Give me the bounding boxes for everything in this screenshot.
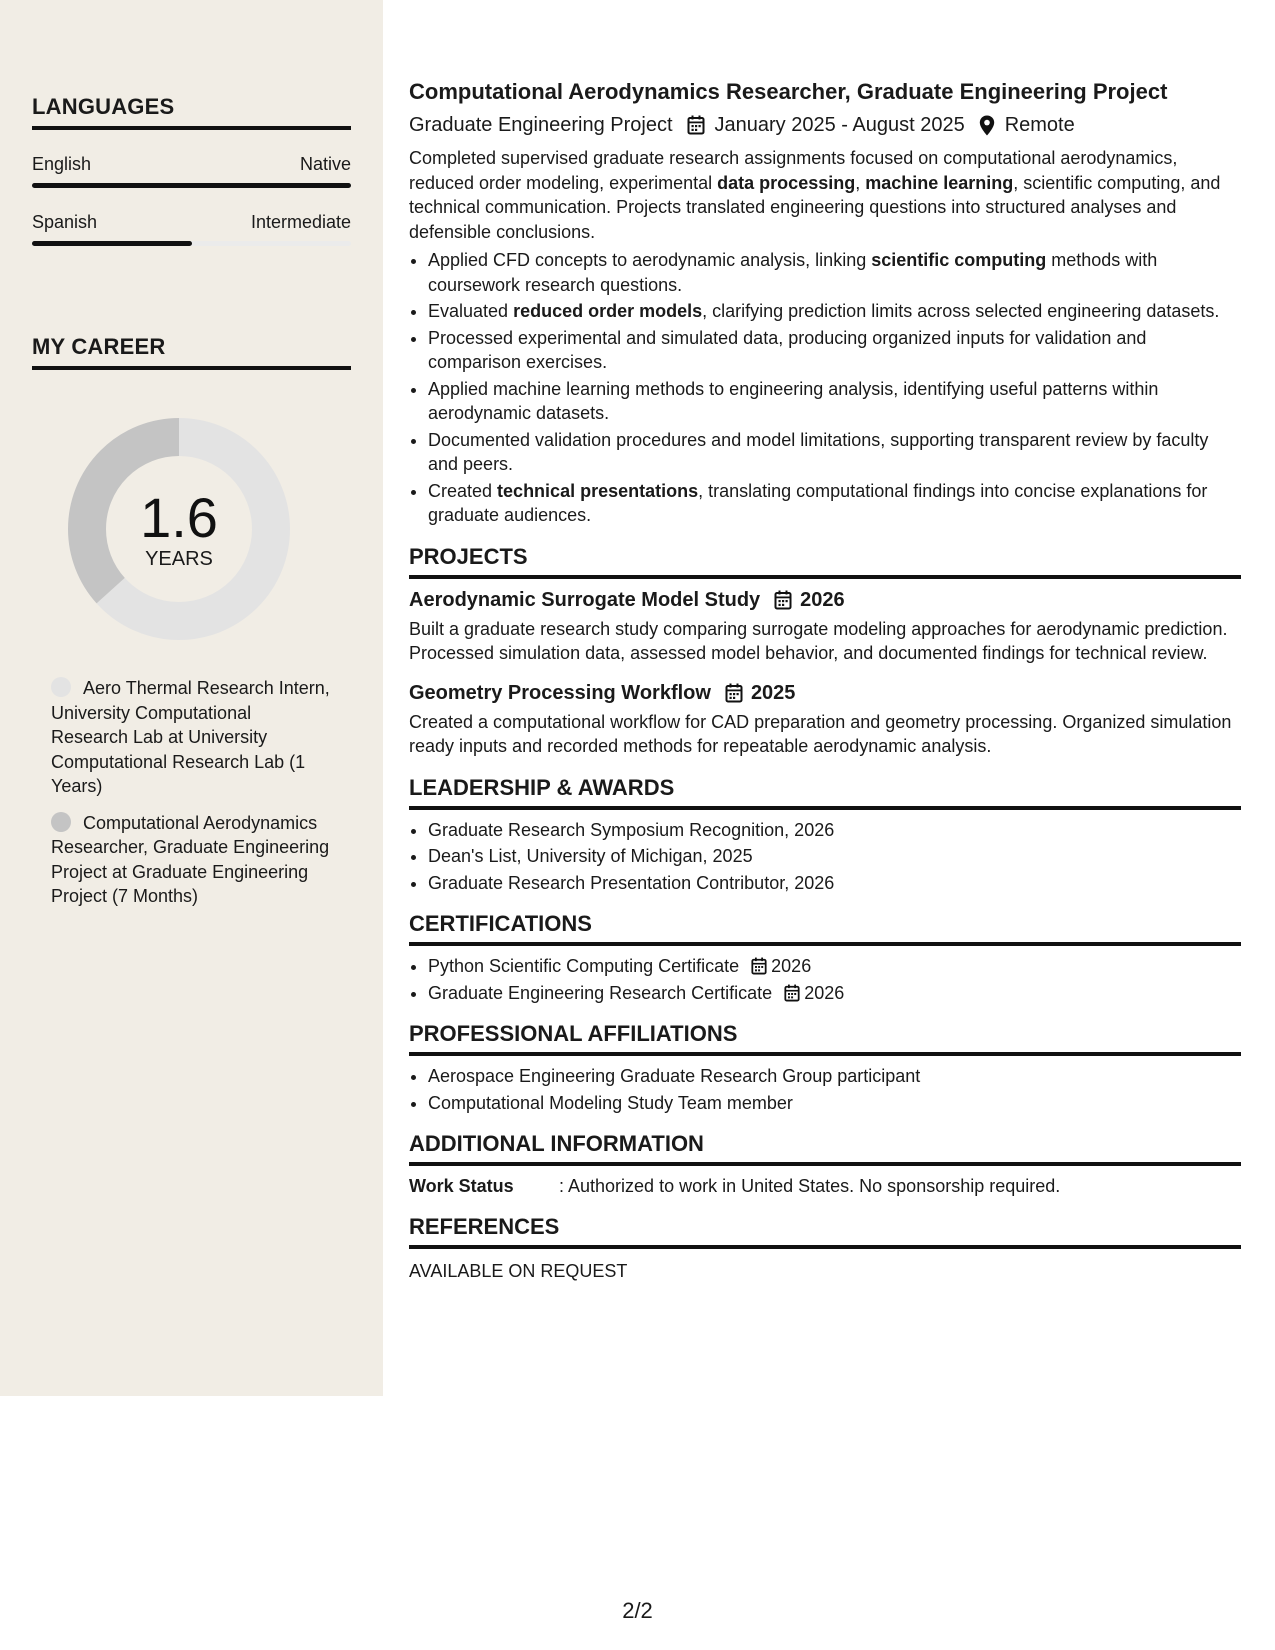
career-item — [51, 676, 331, 799]
language-proficiency-bar — [32, 183, 351, 188]
text-fragment: Created — [428, 480, 498, 501]
certification-item — [428, 981, 1241, 1006]
text-fragment: Applied CFD concepts to aerodynamic analysis, linking — [428, 250, 872, 270]
text-fragment: , scientific computing, and technical communication. Projects translated engineering questions into structured analyses and defensible conclusions. — [409, 172, 1221, 242]
calendar-icon — [774, 590, 792, 610]
career-donut-chart — [64, 414, 294, 644]
career-years-unit: YEARS — [145, 547, 213, 570]
text-fragment: , — [855, 172, 866, 193]
project-title: Aerodynamic Surrogate Model Study — [409, 588, 761, 611]
keyword-bold: data processing — [717, 172, 856, 193]
references-section — [409, 1214, 1241, 1284]
language-level: Native — [299, 154, 351, 174]
job-bullet — [428, 479, 1241, 528]
work-status-row — [409, 1174, 1241, 1198]
career-section — [32, 334, 351, 370]
work-status-value: : Authorized to work in United States. No sponsorship required. — [559, 1176, 1061, 1196]
calendar-icon — [784, 984, 800, 1002]
career-item-text: Aero Thermal Research Intern, University Computational Research Lab at University Computational Research Lab (1 Years) — [51, 678, 330, 796]
calendar-icon — [687, 115, 705, 135]
text-fragment: , clarifying prediction limits across selected engineering datasets. — [702, 301, 1220, 321]
certification-name: • Graduate Engineering Research Certificate — [428, 982, 773, 1003]
award-item: • Graduate Research Presentation Contributor, 2026 — [428, 871, 1241, 896]
job-bullet — [428, 428, 1241, 477]
career-item — [51, 811, 331, 909]
sidebar — [0, 0, 383, 1396]
project-description: Built a graduate research study comparing surrogate modeling approaches for aerodynamic prediction. Processed simulation data, assessed model behavior, and documented findings for technical review. — [409, 618, 1228, 663]
references-text: AVAILABLE ON REQUEST — [409, 1261, 628, 1281]
award-item: • Dean's List, University of Michigan, 2025 — [428, 844, 1241, 869]
job-org: Graduate Engineering Project — [409, 114, 673, 136]
certifications-section — [409, 911, 1241, 1005]
main-content — [409, 78, 1241, 1284]
certification-year: 2026 — [804, 982, 845, 1003]
affiliation-item: • Aerospace Engineering Graduate Research Group participant — [428, 1064, 1241, 1089]
job-meta — [409, 112, 1241, 138]
keyword-bold: reduced order models — [513, 301, 703, 321]
language-name: Spanish — [32, 212, 98, 232]
affiliations-section — [409, 1021, 1241, 1115]
text-fragment: Processed experimental and simulated data, producing organized inputs for validation and comparison exercises. — [428, 327, 1147, 372]
job-bullet — [428, 299, 1241, 324]
career-legend-dot — [51, 812, 71, 832]
certification-name: • Python Scientific Computing Certificate — [428, 956, 740, 976]
job-title: Computational Aerodynamics Researcher, Graduate Engineering Project — [409, 79, 1168, 104]
text-fragment: Documented validation procedures and model limitations, supporting transparent review by faculty and peers. — [428, 429, 1209, 474]
job-location: Remote — [1004, 114, 1075, 136]
calendar-icon — [725, 683, 743, 703]
awards-section — [409, 775, 1241, 896]
job-bullet — [428, 248, 1241, 297]
career-legend-dot — [51, 677, 71, 697]
additional-info-section — [409, 1131, 1241, 1198]
awards-heading: LEADERSHIP & AWARDS — [409, 775, 1241, 810]
affiliations-heading: PROFESSIONAL AFFILIATIONS — [409, 1021, 1241, 1056]
certification-item — [428, 954, 1241, 979]
language-proficiency-fill — [32, 183, 351, 188]
career-list — [51, 676, 331, 921]
project-year: 2026 — [800, 588, 845, 611]
project-year: 2025 — [750, 681, 796, 704]
location-pin-icon — [979, 115, 995, 136]
text-fragment: Applied machine learning methods to engineering analysis, identifying useful patterns within aerodynamic datasets. — [428, 378, 1159, 423]
language-proficiency-bar — [32, 241, 351, 246]
certification-year: 2026 — [771, 956, 812, 976]
projects-heading: PROJECTS — [409, 544, 1241, 579]
references-heading: REFERENCES — [409, 1214, 1241, 1249]
language-name: English — [32, 154, 92, 174]
work-status-label: Work Status — [409, 1176, 514, 1196]
language-level: Intermediate — [250, 212, 351, 232]
text-fragment: methods with coursework research questions. — [428, 250, 1158, 295]
languages-heading: LANGUAGES — [32, 94, 351, 130]
job-dates: January 2025 - August 2025 — [714, 114, 965, 136]
text-fragment: Evaluated — [428, 301, 514, 321]
language-item — [32, 212, 351, 246]
project-item — [409, 587, 1241, 666]
job-bullet — [428, 326, 1241, 375]
job-summary — [409, 146, 1241, 244]
page-number: 2/2 — [622, 1598, 653, 1623]
career-total-years: 1.6 — [140, 485, 218, 549]
text-fragment: Completed supervised graduate research assignments focused on computational aerodynamics, reduced order modeling, experimental — [409, 148, 1178, 193]
keyword-bold: machine learning — [865, 172, 1014, 193]
language-proficiency-fill — [32, 241, 192, 246]
languages-section — [32, 94, 351, 246]
keyword-bold: technical presentations — [497, 480, 699, 501]
projects-section — [409, 544, 1241, 759]
project-item — [409, 680, 1241, 759]
project-description: Created a computational workflow for CAD preparation and geometry processing. Organized simulation ready inputs and recorded methods for repeatable aerodynamic analysis. — [409, 711, 1232, 756]
career-item-text: Computational Aerodynamics Researcher, Graduate Engineering Project at Graduate Engineering Project (7 Months) — [51, 812, 330, 906]
affiliation-item: • Computational Modeling Study Team member — [428, 1091, 1241, 1116]
project-title: Geometry Processing Workflow — [409, 681, 711, 704]
job-bullet — [428, 377, 1241, 426]
language-item — [32, 154, 351, 188]
career-heading: MY CAREER — [32, 334, 351, 370]
additional-info-heading: ADDITIONAL INFORMATION — [409, 1131, 1241, 1166]
award-item: • Graduate Research Symposium Recognition, 2026 — [428, 818, 1241, 843]
calendar-icon — [751, 957, 767, 975]
text-fragment: , translating computational findings into concise explanations for graduate audiences. — [428, 480, 1208, 525]
certifications-heading: CERTIFICATIONS — [409, 911, 1241, 946]
job-bullet-list — [409, 248, 1241, 528]
keyword-bold: scientific computing — [871, 250, 1047, 270]
